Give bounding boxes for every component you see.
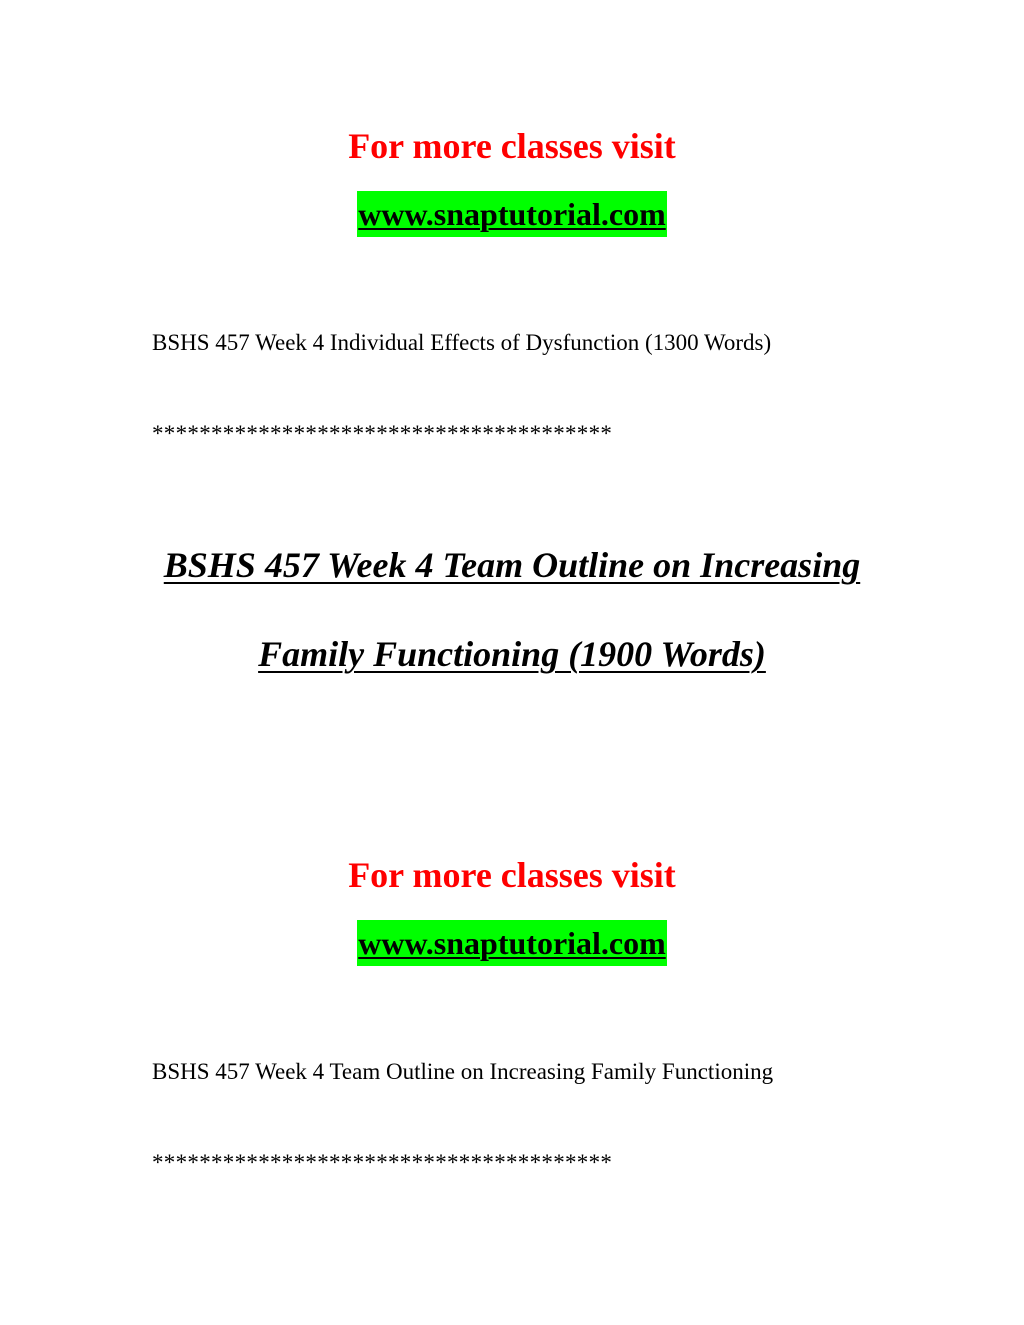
promo-link-top[interactable]: www.snaptutorial.com — [357, 191, 667, 237]
separator-1: *************************************** — [152, 421, 613, 446]
promo-heading-bottom: For more classes visit — [348, 855, 676, 895]
promo-link-wrap-bottom — [0, 920, 1024, 966]
separator-2: *************************************** — [152, 1150, 613, 1175]
promo-heading-top: For more classes visit — [348, 126, 676, 166]
title-text-2: Family Functioning (1900 Words) — [258, 634, 766, 674]
course-description-2: BSHS 457 Week 4 Team Outline on Increasing Family Functioning — [152, 1059, 774, 1084]
course-description-1: BSHS 457 Week 4 Individual Effects of Dysfunction (1300 Words) — [152, 330, 772, 355]
title-text-1: BSHS 457 Week 4 Team Outline on Increasing — [163, 545, 861, 585]
promo-link-wrap-top — [0, 191, 1024, 237]
title-line-1 — [0, 543, 1024, 587]
title-line-2 — [0, 632, 1024, 676]
promo-link-bottom[interactable]: www.snaptutorial.com — [357, 920, 667, 966]
